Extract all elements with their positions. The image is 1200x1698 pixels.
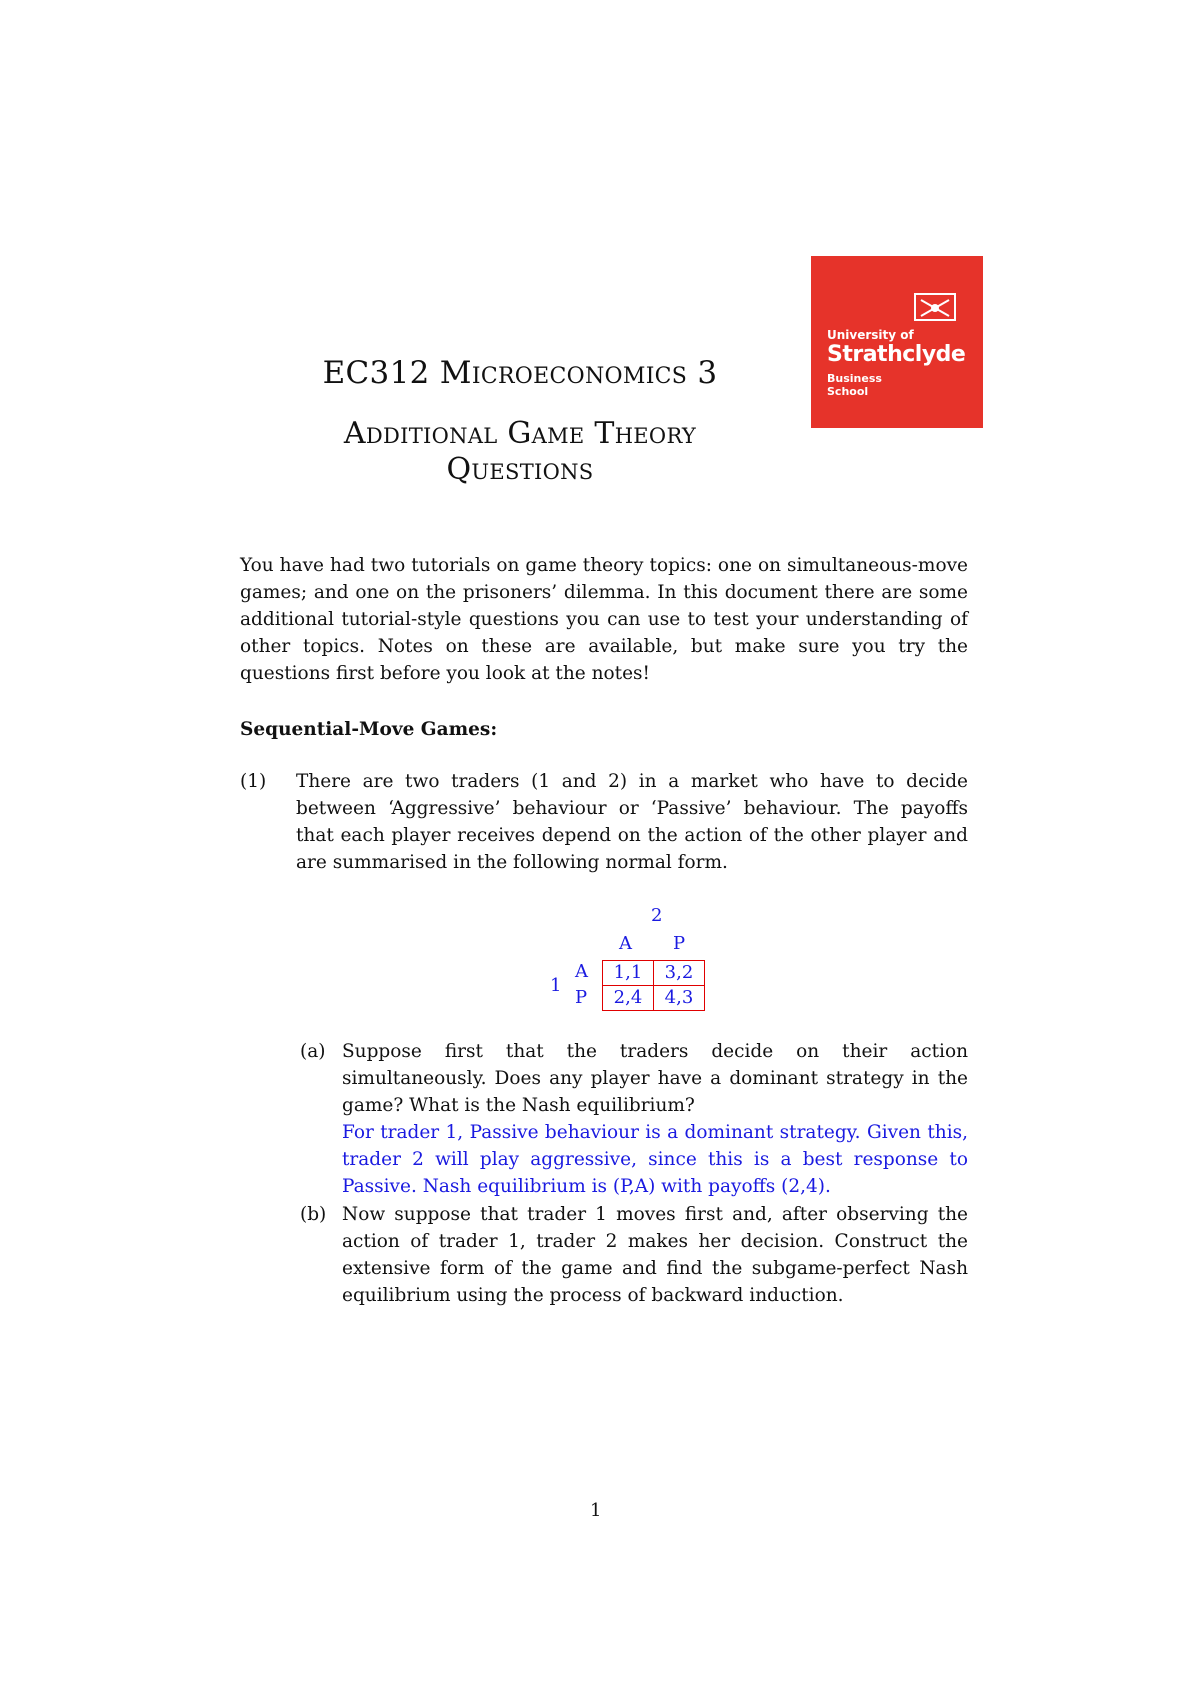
payoff-cell: 3,2 [654, 961, 705, 986]
part-question: Now suppose that trader 1 moves first and, after observing the action of trader 1, trader 2 makes her decision. Construct the extensive form of the game and find the subgame-perfect Nash equilibrium using the process of backward induction. [342, 1204, 968, 1306]
table-row [603, 961, 705, 986]
part-a [300, 1038, 968, 1200]
row-label-p: P [575, 987, 588, 1008]
intro-paragraph: You have had two tutorials on game theory topics: one on simultaneous-move games; and one on the prisoners’ dilemma. In this document there are some additional tutorial-style questions you can use to test your understanding of other topics. Notes on these are available, but make sure you try the questions first before you look at the notes! [240, 555, 968, 684]
payoff-table [602, 960, 705, 1011]
payoff-cell: 1,1 [603, 961, 654, 986]
logo-line-2: Strathclyde [827, 342, 966, 367]
page-number: 1 [590, 1500, 602, 1521]
part-body [342, 1201, 968, 1309]
question-text: There are two traders (1 and 2) in a market who have to decide between ‘Aggressive’ behaviour or ‘Passive’ behaviour. The payoffs that each player receives depend on the action of the other player and are summarised in the following normal form. [296, 771, 968, 873]
subtitle-line-2: Questions [446, 452, 594, 487]
player-1-label: 1 [550, 975, 562, 996]
document-subtitle [240, 416, 800, 488]
payoff-cell: 2,4 [603, 986, 654, 1011]
logo-line-1: University of [827, 328, 914, 342]
section-heading: Sequential-Move Games: [240, 719, 498, 740]
logo-school: School [827, 385, 869, 398]
part-question: Suppose first that the traders decide on their action simultaneously. Does any player have a dominant strategy in the game? What is the Nash equilibrium? [342, 1041, 968, 1116]
question-number: (1) [240, 771, 267, 792]
strathclyde-logo [811, 256, 983, 428]
col-label-a: A [619, 933, 632, 954]
part-answer: For trader 1, Passive behaviour is a dominant strategy. Given this, trader 2 will play aggressive, since this is a best response to Passive. Nash equilibrium is (P,A) with payoffs (2,4). [342, 1122, 968, 1197]
logo-line-3 [827, 372, 882, 398]
question-1 [240, 768, 968, 876]
crest-icon [913, 292, 957, 322]
col-label-p: P [673, 933, 686, 954]
title-block [240, 350, 800, 488]
document-title: EC312 Microeconomics 3 [322, 355, 718, 391]
player-2-label: 2 [651, 905, 663, 926]
part-label: (a) [300, 1041, 326, 1062]
table-row [603, 986, 705, 1011]
payoff-matrix [545, 905, 745, 1035]
subtitle-line-1: Additional Game Theory [343, 416, 697, 451]
payoff-cell: 4,3 [654, 986, 705, 1011]
part-b [300, 1201, 968, 1309]
row-label-a: A [575, 961, 588, 982]
part-body [342, 1038, 968, 1200]
logo-business: Business [827, 372, 882, 385]
part-label: (b) [300, 1204, 327, 1225]
